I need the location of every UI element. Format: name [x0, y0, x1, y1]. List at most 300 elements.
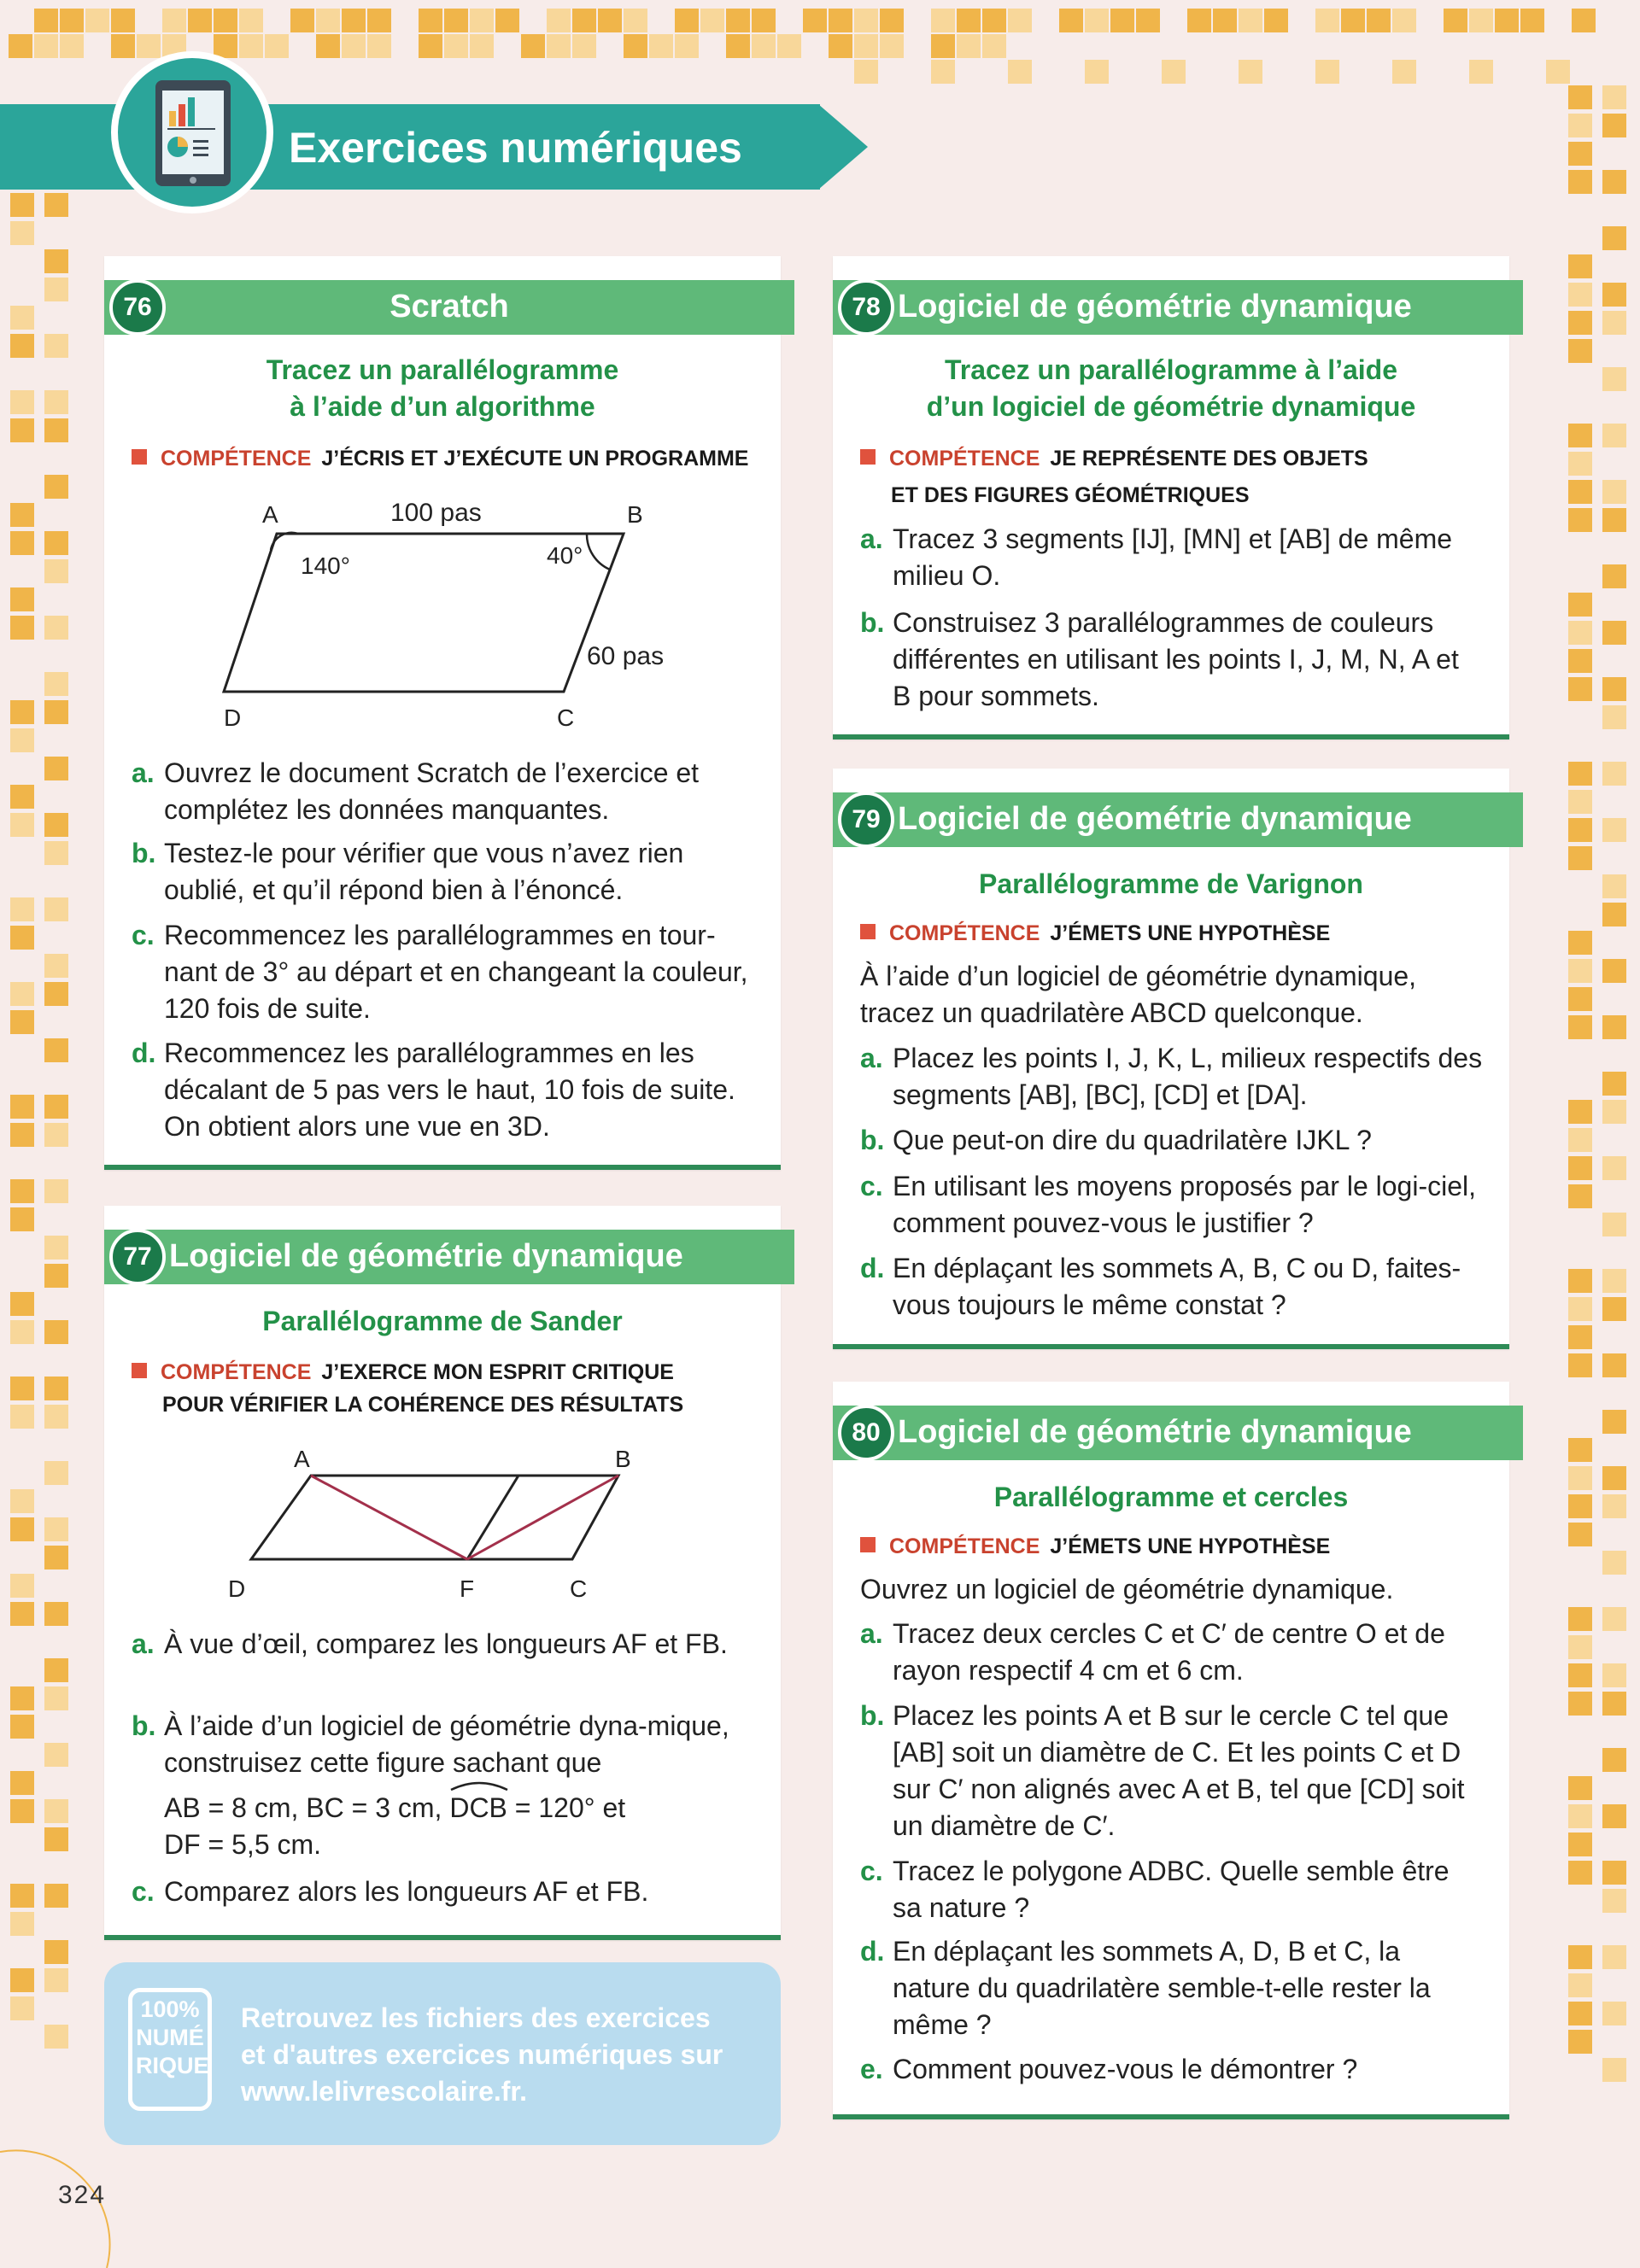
- exercise-title: Logiciel de géométrie dynamique: [169, 1238, 683, 1274]
- exercise-subtitle-line2: d’un logiciel de géométrie dynamique: [926, 391, 1416, 422]
- competence: [860, 441, 1368, 477]
- exercise-subtitle: Parallélogramme de Sander: [262, 1306, 623, 1336]
- item-letter: d.: [860, 1936, 885, 1967]
- pixel-square: [10, 1686, 34, 1710]
- vertex-a-label: A: [262, 501, 278, 528]
- pixel-square: [10, 1405, 34, 1429]
- pixel-square: [44, 1799, 68, 1823]
- pixel-square: [1367, 9, 1391, 32]
- exercise-77-card: [104, 1206, 781, 1940]
- angle-b-label: 40°: [547, 542, 583, 569]
- pixel-square: [44, 1940, 68, 1964]
- sander-figure: [104, 1436, 781, 1641]
- pixel-square: [44, 1038, 68, 1062]
- pixel-square: [10, 1771, 34, 1795]
- item-letter: a.: [860, 1618, 883, 1649]
- item-text: Placez les points I, J, K, L, milieux respectifs des segments [AB], [BC], [CD] et [DA].: [893, 1043, 1483, 1110]
- pixel-square: [44, 1658, 68, 1682]
- pixel-square: [419, 9, 442, 32]
- pixel-square: [1602, 311, 1626, 335]
- exercise-number: 78: [838, 279, 894, 336]
- pixel-square: [1602, 1663, 1626, 1687]
- pixel-square: [624, 34, 647, 58]
- angle-notation: [449, 1790, 507, 1827]
- pixel-square: [10, 1996, 34, 2020]
- item-a: [132, 755, 747, 828]
- pixel-square: [1469, 9, 1493, 32]
- formula-part: = 120° et: [507, 1792, 626, 1823]
- pixel-square: [1602, 874, 1626, 898]
- angle-b-arc: [587, 534, 610, 570]
- pixel-square: [572, 9, 596, 32]
- competence-label: COMPÉTENCE: [889, 447, 1040, 471]
- item-text: Ouvrez le document Scratch de l’exercice et complétez les données manquantes.: [164, 757, 700, 825]
- pixel-square: [214, 9, 237, 32]
- pixel-square: [1162, 60, 1186, 84]
- pixel-square: [1602, 1607, 1626, 1631]
- item-text: À l’aide d’un logiciel de géométrie dyna-mique, construisez cette figure sachant que: [164, 1710, 729, 1778]
- pixel-square: [1602, 508, 1626, 532]
- competence-bullet: [132, 449, 147, 465]
- promo-link[interactable]: www.lelivrescolaire.fr.: [241, 2076, 527, 2107]
- item-text: Tracez deux cercles C et C′ de centre O et de rayon respectif 4 cm et 6 cm.: [893, 1618, 1445, 1686]
- pixel-square: [10, 1095, 34, 1119]
- pixel-square: [10, 1010, 34, 1034]
- pixel-square: [1568, 339, 1592, 363]
- competence-label: COMPÉTENCE: [889, 921, 1040, 945]
- pixel-square: [10, 1884, 34, 1908]
- item-letter: a.: [860, 1043, 883, 1073]
- pixel-square: [1568, 959, 1592, 983]
- promo-line-1: Retrouvez les fichiers des exercices: [241, 2002, 711, 2033]
- pixel-square: [111, 9, 135, 32]
- pixel-square: [752, 34, 776, 58]
- pixel-square: [10, 1517, 34, 1541]
- item-a: [132, 1626, 747, 1663]
- pixel-square: [290, 9, 314, 32]
- pixel-square: [880, 34, 904, 58]
- pixel-square: [1602, 1410, 1626, 1434]
- pixel-square: [9, 34, 32, 58]
- pixel-square: [1568, 170, 1592, 194]
- pixel-square: [1568, 424, 1592, 447]
- angle-a-label: 140°: [301, 552, 350, 579]
- item-text: En déplaçant les sommets A, D, B et C, la nature du quadrilatère semble-t-elle rester la même ?: [893, 1936, 1431, 2040]
- exercise-subtitle-line1: Tracez un parallélogramme à l’aide: [945, 354, 1397, 385]
- pixel-square: [44, 531, 68, 555]
- pixel-square: [44, 334, 68, 358]
- item-text: Comment pouvez-vous le démontrer ?: [893, 2054, 1358, 2084]
- pixel-square: [675, 9, 699, 32]
- pixel-square: [1602, 1297, 1626, 1321]
- competence-bullet: [860, 1537, 876, 1552]
- item-text: Recommencez les parallélogrammes en les décalant de 5 pas vers le haut, 10 fois de suite. On obtient alors une vue en 3D.: [164, 1038, 735, 1142]
- item-letter: c.: [132, 1876, 155, 1907]
- pixel-square: [444, 9, 468, 32]
- intro-text: À l’aide d’un logiciel de géométrie dynamique, tracez un quadrilatère ABCD quelconque.: [860, 961, 1417, 1028]
- pixel-square: [44, 390, 68, 414]
- item-text: DF = 5,5 cm.: [164, 1829, 322, 1860]
- pixel-square: [44, 193, 68, 217]
- competence-bullet: [860, 449, 876, 465]
- pixel-square: [10, 531, 34, 555]
- pixel-square: [1568, 1297, 1592, 1321]
- pixel-square: [1315, 60, 1339, 84]
- pixel-square: [854, 34, 878, 58]
- pixel-square: [1602, 818, 1626, 842]
- pixel-square: [649, 34, 673, 58]
- pixel-square: [1568, 2030, 1592, 2054]
- pixel-square: [1568, 593, 1592, 617]
- pixel-square: [1568, 649, 1592, 673]
- pixel-square: [1602, 1494, 1626, 1518]
- vertex-a-label: A: [294, 1446, 310, 1472]
- exercise-79-card: [833, 769, 1509, 1349]
- exercise-number: 77: [109, 1229, 166, 1285]
- pixel-square: [1602, 283, 1626, 307]
- item-d: [132, 1035, 747, 1145]
- pixel-square: [854, 60, 878, 84]
- pixel-square: [44, 1123, 68, 1147]
- pixel-square: [1341, 9, 1365, 32]
- pixel-square: [316, 9, 340, 32]
- pixel-square: [44, 1405, 68, 1429]
- item-letter: c.: [860, 1856, 883, 1886]
- badge-text: 100% NUMÉ RIQUE: [136, 1996, 209, 2078]
- pixel-square: [1568, 254, 1592, 278]
- pixel-square: [1602, 1353, 1626, 1377]
- pixel-square: [1602, 367, 1626, 391]
- pixel-square: [931, 60, 955, 84]
- pixel-square: [34, 9, 58, 32]
- pixel-square: [572, 34, 596, 58]
- pixel-square: [44, 1827, 68, 1851]
- competence: [860, 1529, 1330, 1565]
- item-letter: d.: [132, 1038, 156, 1068]
- pixel-square: [957, 34, 981, 58]
- tablet-icon: [111, 51, 273, 213]
- pixel-square: [1568, 987, 1592, 1011]
- exercise-subtitle: Parallélogramme et cercles: [993, 1482, 1349, 1512]
- pixel-square: [44, 2025, 68, 2049]
- pixel-square: [10, 503, 34, 527]
- competence-text: J’ÉMETS UNE HYPOTHÈSE: [1050, 1534, 1331, 1558]
- pixel-square: [1602, 959, 1626, 983]
- pixel-square: [10, 785, 34, 809]
- item-letter: b.: [860, 607, 885, 638]
- pixel-square: [44, 1461, 68, 1485]
- pixel-square: [1568, 1128, 1592, 1152]
- competence-text: J’ÉMETS UNE HYPOTHÈSE: [1050, 921, 1331, 945]
- pixel-square: [1602, 621, 1626, 645]
- pixel-square: [1568, 452, 1592, 476]
- exercise-number: 76: [109, 279, 166, 336]
- exercise-number: 80: [838, 1405, 894, 1461]
- pixel-square: [1568, 1325, 1592, 1349]
- pixel-square: [1239, 60, 1262, 84]
- pixel-square: [10, 1377, 34, 1400]
- pixel-square: [342, 9, 366, 32]
- pixel-square: [44, 1743, 68, 1767]
- intro-text: Ouvrez un logiciel de géométrie dynamique.: [860, 1574, 1394, 1605]
- promo-line-2: et d'autres exercices numériques sur: [241, 2039, 723, 2070]
- competence-bullet: [132, 1363, 147, 1378]
- pixel-square: [1568, 1156, 1592, 1180]
- item-text: En déplaçant les sommets A, B, C ou D, faites-vous toujours le même constat ?: [893, 1253, 1461, 1320]
- item-d: [860, 1933, 1484, 2043]
- pixel-square: [10, 1179, 34, 1203]
- pixel-square: [342, 34, 366, 58]
- item-letter: b.: [132, 838, 156, 868]
- pixel-square: [1469, 60, 1493, 84]
- pixel-square: [44, 1377, 68, 1400]
- item-c: [132, 1873, 747, 1910]
- pixel-square: [1568, 818, 1592, 842]
- pixel-square: [44, 1968, 68, 1992]
- pixel-square: [10, 1968, 34, 1992]
- pixel-square: [44, 672, 68, 696]
- exercise-subtitle-line2: à l’aide d’un algorithme: [290, 391, 595, 422]
- pixel-square: [1008, 9, 1032, 32]
- pixel-square: [1602, 114, 1626, 137]
- item-c: [860, 1853, 1484, 1926]
- pixel-square: [10, 1320, 34, 1344]
- vertex-c-label: C: [557, 704, 575, 731]
- pixel-square: [1568, 762, 1592, 786]
- vertex-b-label: B: [615, 1446, 631, 1472]
- pixel-square: [44, 757, 68, 780]
- pixel-square: [470, 9, 494, 32]
- pixel-square: [44, 1095, 68, 1119]
- pixel-square: [1568, 1973, 1592, 1997]
- item-a: [860, 521, 1484, 594]
- pixel-square: [495, 9, 519, 32]
- item-text: Tracez le polygone ADBC. Quelle semble être sa nature ?: [893, 1856, 1450, 1923]
- pixel-square: [367, 9, 391, 32]
- pixel-square: [10, 193, 34, 217]
- pixel-square: [1568, 1692, 1592, 1716]
- item-letter: b.: [860, 1700, 885, 1731]
- competence-bullet: [860, 924, 876, 939]
- pixel-square: [726, 34, 750, 58]
- pixel-square: [44, 897, 68, 921]
- pixel-square: [752, 9, 776, 32]
- vertex-f-label: F: [460, 1575, 475, 1602]
- competence-label: COMPÉTENCE: [889, 1534, 1040, 1558]
- pixel-square: [10, 897, 34, 921]
- pixel-square: [829, 34, 852, 58]
- pixel-square: [1602, 762, 1626, 786]
- pixel-square: [1136, 9, 1160, 32]
- item-text: À vue d’œil, comparez les longueurs AF et FB.: [164, 1628, 728, 1659]
- competence-label: COMPÉTENCE: [161, 447, 312, 471]
- exercise-subtitle-line1: Tracez un parallélogramme: [266, 354, 619, 385]
- exercise-80-card: [833, 1382, 1509, 2119]
- pixel-square: [1568, 283, 1592, 307]
- vertex-d-label: D: [228, 1575, 246, 1602]
- competence-line2: POUR VÉRIFIER LA COHÉRENCE DES RÉSULTATS: [162, 1393, 684, 1417]
- item-text: Comparez alors les longueurs AF et FB.: [164, 1876, 649, 1907]
- item-letter: c.: [132, 920, 155, 950]
- pixel-square: [547, 9, 571, 32]
- pixel-square: [1602, 1804, 1626, 1828]
- pixel-square: [1568, 1015, 1592, 1039]
- pixel-square: [777, 34, 801, 58]
- pixel-square: [10, 1292, 34, 1316]
- pixel-square: [1008, 60, 1032, 84]
- pixel-square: [1110, 9, 1134, 32]
- pixel-square: [34, 34, 58, 58]
- promo-text: [241, 2000, 723, 2110]
- pixel-square: [1602, 1269, 1626, 1293]
- pixel-square: [1568, 1804, 1592, 1828]
- pixel-square: [10, 1602, 34, 1626]
- competence: [132, 441, 748, 477]
- pixel-square: [931, 9, 955, 32]
- pixel-square: [316, 34, 340, 58]
- exercise-76-card: [104, 256, 781, 1170]
- item-b: [132, 835, 747, 909]
- pixel-square: [1568, 1635, 1592, 1659]
- exercise-title: Logiciel de géométrie dynamique: [898, 1414, 1412, 1450]
- item-letter: b.: [132, 1710, 156, 1741]
- item-b: [132, 1708, 764, 1863]
- parallelogram-shape: [251, 1476, 618, 1559]
- pixel-square: [1568, 1438, 1592, 1462]
- competence-label: COMPÉTENCE: [161, 1360, 312, 1384]
- pixel-square: [1602, 2058, 1626, 2082]
- pixel-square: [1315, 9, 1339, 32]
- pixel-square: [10, 306, 34, 330]
- pixel-square: [1568, 2002, 1592, 2025]
- pixel-square: [188, 9, 212, 32]
- pixel-square: [1568, 621, 1592, 645]
- pixel-square: [1264, 9, 1288, 32]
- pixel-square: [598, 9, 622, 32]
- item-b: [860, 605, 1484, 715]
- pixel-square: [60, 34, 84, 58]
- header-arrow: [818, 104, 868, 190]
- item-c: [860, 1168, 1484, 1242]
- numerique-badge: [128, 1988, 212, 2111]
- pixel-square: [10, 1574, 34, 1598]
- item-b: [860, 1122, 1484, 1159]
- pixel-square: [1546, 60, 1570, 84]
- pixel-square: [1572, 9, 1596, 32]
- pixel-square: [1392, 60, 1416, 84]
- pixel-square: [265, 34, 289, 58]
- pixel-square: [880, 9, 904, 32]
- pixel-square: [1568, 677, 1592, 701]
- pixel-square: [1187, 9, 1211, 32]
- pixel-square: [1602, 424, 1626, 447]
- pixel-square: [111, 34, 135, 58]
- pixel-square: [44, 982, 68, 1006]
- pixel-square: [444, 34, 468, 58]
- pixel-square: [239, 9, 263, 32]
- pixel-square: [10, 1123, 34, 1147]
- pixel-square: [547, 34, 571, 58]
- pixel-square: [624, 9, 647, 32]
- pixel-square: [10, 728, 34, 752]
- pixel-square: [1568, 114, 1592, 137]
- pixel-square: [1568, 1945, 1592, 1969]
- pixel-square: [10, 926, 34, 950]
- pixel-square: [85, 9, 109, 32]
- item-e: [860, 2051, 1484, 2088]
- vertex-b-label: B: [627, 501, 643, 528]
- pixel-square: [367, 34, 391, 58]
- pixel-square: [1602, 1945, 1626, 1969]
- pixel-square: [10, 334, 34, 358]
- pixel-square: [10, 1489, 34, 1513]
- pixel-square: [10, 1912, 34, 1936]
- pixel-square: [1568, 1184, 1592, 1208]
- pixel-square: [1602, 705, 1626, 729]
- pixel-square: [726, 9, 750, 32]
- pixel-square: [803, 9, 827, 32]
- item-a: [860, 1616, 1484, 1689]
- pixel-square: [1602, 1156, 1626, 1180]
- pixel-square: [60, 9, 84, 32]
- competence-line2: ET DES FIGURES GÉOMÉTRIQUES: [891, 483, 1250, 507]
- pixel-square: [44, 1546, 68, 1569]
- pixel-square: [1085, 9, 1109, 32]
- exercise-title: Logiciel de géométrie dynamique: [898, 801, 1412, 837]
- formula-part: AB = 8 cm, BC = 3 cm,: [164, 1792, 450, 1823]
- item-text-formula: [132, 1790, 764, 1827]
- pixel-square: [162, 9, 186, 32]
- pixel-square: [1602, 170, 1626, 194]
- exercise-78-card: [833, 256, 1509, 739]
- pixel-square: [10, 982, 34, 1006]
- pixel-square: [44, 700, 68, 724]
- pixel-square: [44, 418, 68, 442]
- pixel-square: [1495, 9, 1519, 32]
- pixel-square: [44, 1686, 68, 1710]
- pixel-square: [44, 813, 68, 837]
- pixel-square: [931, 34, 955, 58]
- pixel-square: [1602, 1889, 1626, 1913]
- top-length-label: 100 pas: [390, 499, 482, 527]
- pixel-square: [44, 475, 68, 499]
- vertex-d-label: D: [224, 704, 242, 731]
- segment-af: [311, 1476, 467, 1559]
- competence-text: J’EXERCE MON ESPRIT CRITIQUE: [321, 1360, 674, 1384]
- pixel-square: [1568, 142, 1592, 166]
- pixel-square: [1568, 790, 1592, 814]
- pixel-square: [1085, 60, 1109, 84]
- pixel-square: [10, 1799, 34, 1823]
- pixel-square: [44, 1264, 68, 1288]
- pixel-square: [44, 559, 68, 583]
- pixel-square: [1602, 226, 1626, 250]
- pixel-square: [1602, 1466, 1626, 1490]
- pixel-square: [1392, 9, 1416, 32]
- pixel-square: [10, 1207, 34, 1231]
- pixel-square: [1602, 480, 1626, 504]
- pixel-square: [10, 587, 34, 611]
- competence: [132, 1354, 674, 1391]
- pixel-square: [44, 1517, 68, 1541]
- pixel-square: [44, 1179, 68, 1203]
- pixel-square: [1568, 1861, 1592, 1885]
- pixel-square: [1602, 85, 1626, 109]
- pixel-square: [44, 841, 68, 865]
- pixel-square: [1568, 1353, 1592, 1377]
- pixel-square: [239, 34, 263, 58]
- pixel-square: [10, 418, 34, 442]
